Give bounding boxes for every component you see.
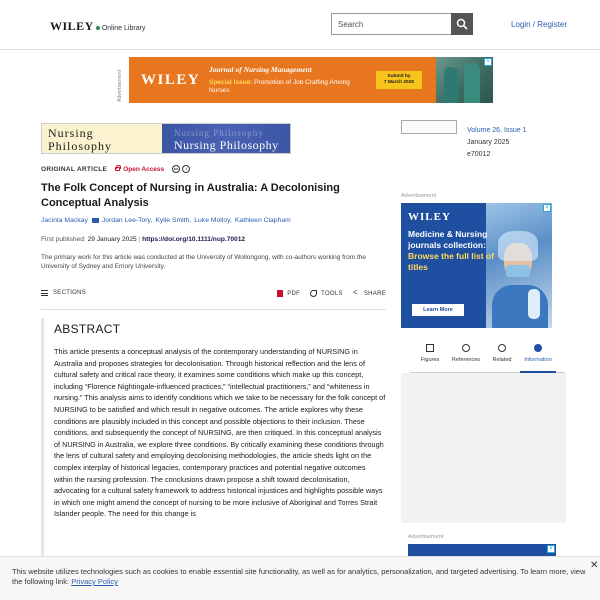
share-icon — [353, 290, 360, 297]
tab-figures[interactable]: Figures — [412, 343, 448, 363]
ad-close-icon[interactable]: × — [543, 204, 551, 212]
journal-name-line1: Nursing — [48, 126, 94, 140]
tab-references[interactable]: References — [448, 343, 484, 363]
author-link[interactable]: Jordan Lee-Tory, — [101, 217, 153, 224]
publish-date: 29 January 2025 — [87, 236, 137, 243]
search-button[interactable] — [451, 13, 473, 35]
learn-more-button[interactable]: Learn More — [412, 304, 464, 316]
first-published: First published: 29 January 2025 | https://doi.org/10.1111/nup.70012 — [41, 236, 246, 243]
share-button[interactable]: < SHARE — [353, 290, 386, 297]
ad-close-icon[interactable]: × — [484, 58, 492, 66]
site-header — [0, 0, 600, 50]
author-link[interactable]: Kathleen Clapham — [234, 217, 291, 224]
top-ad-brand: WILEY — [141, 72, 201, 88]
logo-sub: Online Library — [101, 25, 146, 32]
article-toolbar — [41, 290, 386, 302]
logo-dot-icon — [96, 26, 100, 30]
cookie-text: This website utilizes technologies such as cookies to enable essential site functionality, as well as for analytics, personalization, and targeted advertising. To learn more, view the following link: Privacy Policy — [12, 567, 586, 586]
journal-name-line2: Philosophy — [48, 139, 113, 153]
issue-cover-image[interactable] — [401, 120, 457, 134]
author-list — [41, 217, 291, 224]
attribution-icon: i — [182, 165, 190, 173]
logo-brand: WILEY — [50, 19, 94, 33]
funding-note: The primary work for this article was conducted at the University of Wollongong, with co-authors working from the University of Sydney and Emory University. — [41, 254, 367, 270]
related-icon — [498, 344, 506, 352]
journal-ghost-text: Nursing Philosophy — [174, 128, 264, 138]
link-icon — [462, 344, 470, 352]
author-link[interactable]: Jacinta Mackay — [41, 217, 88, 224]
side-ad2-label: Advertisement — [408, 534, 444, 540]
side-ad-text: Medicine & Nursing journals collection: Browse the full list of titles — [408, 229, 494, 272]
login-register-link[interactable]: Login / Register — [511, 20, 568, 29]
journal-banner[interactable] — [41, 123, 291, 154]
figures-icon — [426, 344, 434, 352]
article-meta — [41, 165, 190, 173]
ad-close-icon[interactable]: × — [547, 545, 555, 553]
side-ad-banner[interactable] — [401, 203, 552, 328]
issue-date: January 2025 — [467, 139, 510, 146]
creative-commons-icon: cc — [173, 166, 179, 171]
search-icon — [456, 18, 468, 30]
tab-related[interactable]: Related — [484, 343, 520, 363]
cookie-banner — [0, 556, 600, 600]
article-type: ORIGINAL ARTICLE — [41, 165, 108, 173]
top-ad-journal: Journal of Nursing Management — [209, 65, 312, 74]
open-access-badge: Open Access — [115, 166, 164, 173]
privacy-policy-link[interactable]: Privacy Policy — [71, 577, 118, 586]
journal-name-right: Nursing Philosophy — [174, 138, 279, 152]
side-ad-label: Advertisement — [401, 193, 437, 199]
close-icon[interactable]: ✕ — [590, 560, 599, 571]
search-input[interactable]: Search — [331, 13, 452, 35]
abstract-heading: ABSTRACT — [54, 322, 121, 336]
top-ad-cta[interactable]: Submit by 7 March 2025 — [376, 71, 422, 89]
doi-link[interactable]: https://doi.org/10.1111/nup.70012 — [142, 236, 246, 243]
tab-information[interactable]: Information — [520, 343, 556, 373]
mail-icon[interactable] — [92, 218, 99, 223]
sections-button[interactable]: SECTIONS — [41, 290, 86, 296]
abstract-text: This article presents a conceptual analysis of the contemporary understanding of NURSING in Australia and proposes strategies for decolonisation. Through historical reflection and the lens of cultural safety and critical race theory, it examines some conditions which make up this concept, including “Florence Nightingale-influenced practices,” “intellectual practitioners,” and “whiteness in nursing.” This analysis aims to identify conditions which we take to be necessary for the folk concept of NURSING to be satisfied and which result in negative outcomes. The article explores why these conditions are plausibly included in this concept and possible objections to their inclusion. These conditions, and subsequently the concept of NURSING, are then critiqued. In this conceptual analysis of NURSING in Australia, we explore three conditions. By critically examining these conditions through the lens of cultural safety and employing decolonising methodologies, the article sheds light on the complex interplay of historical legacies, contemporary practices and potential negative outcomes within the nursing profession. The conclusions drawn propose a shift toward decolonisation, advocating for a cultural safety framework to address historical injustices and highlights possible ways in which one might amend the concept of nursing to be more inclusive of Aboriginal and Torres Strait Islander people. The need for this change is — [54, 347, 386, 519]
side-ad-brand: WILEY — [408, 211, 451, 223]
top-ad-banner[interactable] — [129, 57, 493, 103]
pdf-button[interactable]: PDF — [277, 290, 300, 297]
information-panel — [401, 373, 566, 523]
article-id: e70012 — [467, 151, 491, 158]
author-link[interactable]: Luke Molloy, — [194, 217, 232, 224]
toolbar-divider — [41, 309, 386, 310]
top-ad-special: Special Issue: Promotion of Job Crafting Among Nurses — [209, 79, 350, 94]
tools-button[interactable]: TOOLS — [310, 290, 343, 297]
author-link[interactable]: Kylie Smith, — [155, 217, 192, 224]
lock-open-icon — [115, 167, 120, 171]
volume-issue-link[interactable]: Volume 26, Issue 1 — [467, 127, 527, 134]
top-ad-label: Advertisement — [117, 70, 123, 102]
article-title: The Folk Concept of Nursing in Australia: A Decolonising Conceptual Analysis — [41, 182, 340, 209]
list-icon — [41, 290, 48, 296]
info-icon — [534, 344, 542, 352]
wiley-logo[interactable] — [50, 19, 145, 34]
pdf-icon — [277, 290, 283, 297]
wrench-icon — [310, 290, 317, 297]
sidebar-tabs — [410, 343, 565, 373]
